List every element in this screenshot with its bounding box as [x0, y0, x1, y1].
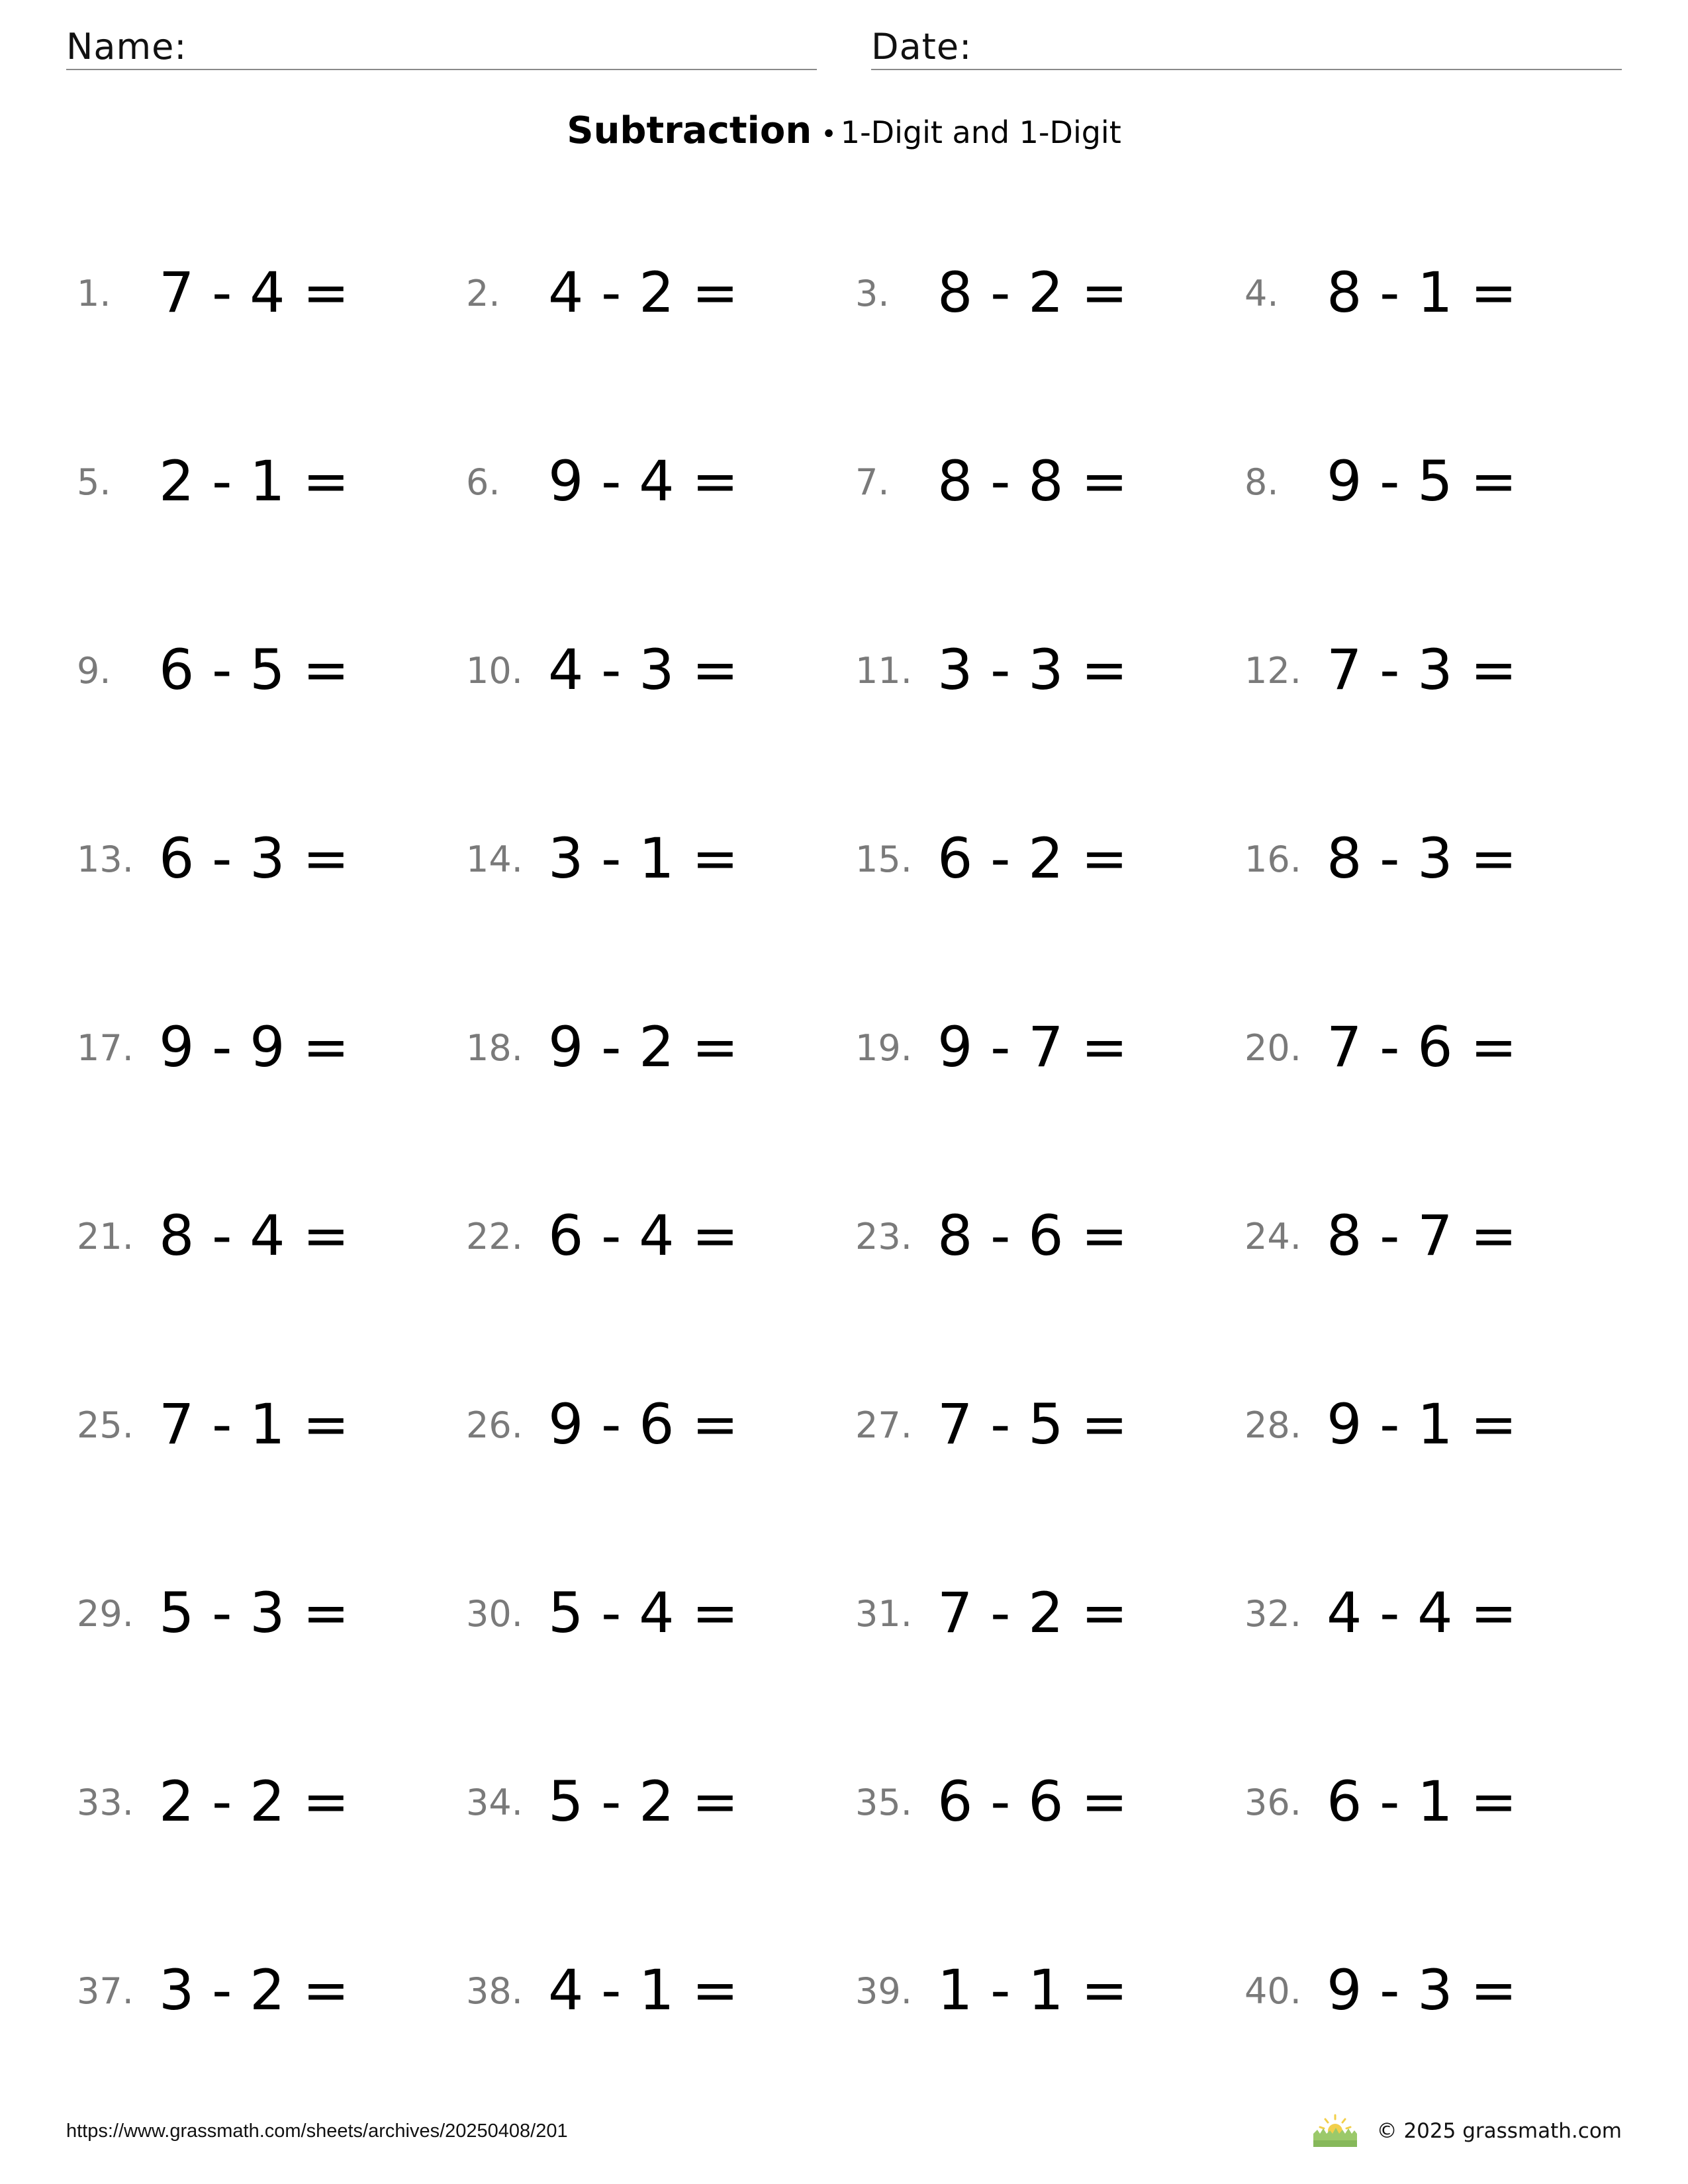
- problem-item: [1234, 1188, 1623, 1377]
- problem-equation: 8 - 3 =: [1327, 826, 1517, 891]
- problem-equation: 9 - 4 =: [548, 449, 739, 514]
- problem-item: [455, 245, 845, 433]
- problem-item: [845, 1942, 1234, 2131]
- problem-number: 35.: [855, 1782, 912, 1823]
- date-label: Date:: [871, 26, 972, 68]
- name-label: Name:: [66, 26, 187, 68]
- problem-item: [455, 1377, 845, 1565]
- problem-number: 36.: [1244, 1782, 1301, 1823]
- problem-equation: 9 - 3 =: [1327, 1958, 1517, 2023]
- problem-equation: 4 - 4 =: [1327, 1580, 1517, 1645]
- problem-item: [455, 1188, 845, 1377]
- problem-number: 14.: [466, 839, 523, 880]
- problem-equation: 3 - 3 =: [937, 637, 1128, 702]
- problem-item: [66, 1754, 455, 1942]
- problem-number: 22.: [466, 1216, 523, 1257]
- problem-item: [66, 433, 455, 622]
- problem-number: 32.: [1244, 1593, 1301, 1635]
- footer-copyright: © 2025 grassmath.com: [1376, 2119, 1622, 2143]
- problem-number: 5.: [77, 461, 111, 503]
- problem-item: [455, 1565, 845, 1754]
- problem-equation: 7 - 6 =: [1327, 1015, 1517, 1079]
- problem-equation: 9 - 9 =: [159, 1015, 350, 1079]
- sun-over-grass-icon: [1312, 2114, 1358, 2148]
- problem-equation: 8 - 2 =: [937, 260, 1128, 325]
- problem-equation: 9 - 6 =: [548, 1392, 739, 1457]
- problem-number: 10.: [466, 650, 523, 692]
- problem-equation: 8 - 6 =: [937, 1203, 1128, 1268]
- problem-item: [66, 1942, 455, 2131]
- problem-equation: 8 - 4 =: [159, 1203, 350, 1268]
- problem-number: 40.: [1244, 1970, 1301, 2012]
- problem-equation: 7 - 1 =: [159, 1392, 350, 1457]
- problem-equation: 9 - 1 =: [1327, 1392, 1517, 1457]
- problem-number: 30.: [466, 1593, 523, 1635]
- problem-item: [845, 1754, 1234, 1942]
- problem-number: 28.: [1244, 1404, 1301, 1446]
- problem-number: 6.: [466, 461, 500, 503]
- problem-grid: [66, 245, 1635, 2131]
- problem-item: [1234, 1754, 1623, 1942]
- problem-equation: 5 - 2 =: [548, 1769, 739, 1834]
- problem-equation: 6 - 1 =: [1327, 1769, 1517, 1834]
- problem-item: [455, 811, 845, 999]
- problem-equation: 6 - 2 =: [937, 826, 1128, 891]
- problem-item: [66, 622, 455, 811]
- problem-number: 17.: [77, 1027, 134, 1069]
- problem-item: [1234, 999, 1623, 1188]
- problem-equation: 7 - 3 =: [1327, 637, 1517, 702]
- problem-item: [455, 999, 845, 1188]
- problem-number: 34.: [466, 1782, 523, 1823]
- problem-item: [455, 1942, 845, 2131]
- title-main: Subtraction: [567, 109, 812, 152]
- problem-item: [845, 245, 1234, 433]
- problem-equation: 8 - 1 =: [1327, 260, 1517, 325]
- problem-number: 39.: [855, 1970, 912, 2012]
- problem-number: 33.: [77, 1782, 134, 1823]
- date-field[interactable]: [871, 25, 1622, 70]
- problem-equation: 4 - 1 =: [548, 1958, 739, 2023]
- title-separator: •: [821, 119, 837, 150]
- problem-equation: 2 - 2 =: [159, 1769, 350, 1834]
- problem-number: 7.: [855, 461, 890, 503]
- problem-number: 8.: [1244, 461, 1279, 503]
- problem-number: 26.: [466, 1404, 523, 1446]
- problem-item: [845, 1565, 1234, 1754]
- problem-equation: 6 - 3 =: [159, 826, 350, 891]
- problem-number: 1.: [77, 273, 111, 314]
- problem-number: 24.: [1244, 1216, 1301, 1257]
- problem-equation: 7 - 4 =: [159, 260, 350, 325]
- problem-item: [1234, 1565, 1623, 1754]
- name-field[interactable]: [66, 25, 817, 70]
- problem-number: 16.: [1244, 839, 1301, 880]
- problem-number: 13.: [77, 839, 134, 880]
- footer-brand: [1312, 2113, 1622, 2150]
- problem-equation: 6 - 6 =: [937, 1769, 1128, 1834]
- problem-equation: 6 - 5 =: [159, 637, 350, 702]
- problem-item: [455, 433, 845, 622]
- problem-item: [1234, 622, 1623, 811]
- problem-equation: 1 - 1 =: [937, 1958, 1128, 2023]
- problem-item: [1234, 245, 1623, 433]
- problem-equation: 8 - 7 =: [1327, 1203, 1517, 1268]
- problem-item: [845, 1188, 1234, 1377]
- problem-number: 31.: [855, 1593, 912, 1635]
- title-subtitle: 1-Digit and 1-Digit: [840, 114, 1121, 150]
- problem-item: [845, 811, 1234, 999]
- problem-item: [66, 1377, 455, 1565]
- problem-item: [845, 622, 1234, 811]
- problem-equation: 7 - 2 =: [937, 1580, 1128, 1645]
- problem-item: [1234, 1942, 1623, 2131]
- problem-item: [66, 811, 455, 999]
- problem-item: [66, 1565, 455, 1754]
- problem-equation: 3 - 2 =: [159, 1958, 350, 2023]
- problem-equation: 7 - 5 =: [937, 1392, 1128, 1457]
- problem-number: 4.: [1244, 273, 1279, 314]
- problem-number: 29.: [77, 1593, 134, 1635]
- problem-item: [1234, 811, 1623, 999]
- problem-item: [1234, 1377, 1623, 1565]
- problem-number: 25.: [77, 1404, 134, 1446]
- problem-number: 11.: [855, 650, 912, 692]
- problem-item: [845, 433, 1234, 622]
- problem-item: [845, 999, 1234, 1188]
- problem-equation: 2 - 1 =: [159, 449, 350, 514]
- problem-equation: 5 - 3 =: [159, 1580, 350, 1645]
- problem-equation: 5 - 4 =: [548, 1580, 739, 1645]
- problem-item: [1234, 433, 1623, 622]
- problem-number: 2.: [466, 273, 500, 314]
- problem-equation: 8 - 8 =: [937, 449, 1128, 514]
- problem-equation: 4 - 2 =: [548, 260, 739, 325]
- problem-item: [66, 999, 455, 1188]
- problem-number: 23.: [855, 1216, 912, 1257]
- problem-number: 38.: [466, 1970, 523, 2012]
- problem-equation: 9 - 5 =: [1327, 449, 1517, 514]
- problem-number: 9.: [77, 650, 111, 692]
- problem-number: 21.: [77, 1216, 134, 1257]
- footer-url[interactable]: https://www.grassmath.com/sheets/archives/20250408/201: [66, 2120, 568, 2142]
- problem-number: 27.: [855, 1404, 912, 1446]
- problem-number: 20.: [1244, 1027, 1301, 1069]
- worksheet-title: [0, 105, 1688, 161]
- problem-equation: 9 - 7 =: [937, 1015, 1128, 1079]
- problem-equation: 9 - 2 =: [548, 1015, 739, 1079]
- problem-number: 12.: [1244, 650, 1301, 692]
- problem-number: 3.: [855, 273, 890, 314]
- problem-item: [455, 622, 845, 811]
- problem-equation: 3 - 1 =: [548, 826, 739, 891]
- problem-equation: 4 - 3 =: [548, 637, 739, 702]
- problem-equation: 6 - 4 =: [548, 1203, 739, 1268]
- problem-number: 19.: [855, 1027, 912, 1069]
- problem-number: 18.: [466, 1027, 523, 1069]
- problem-number: 15.: [855, 839, 912, 880]
- problem-item: [845, 1377, 1234, 1565]
- problem-item: [66, 1188, 455, 1377]
- problem-number: 37.: [77, 1970, 134, 2012]
- problem-item: [455, 1754, 845, 1942]
- problem-item: [66, 245, 455, 433]
